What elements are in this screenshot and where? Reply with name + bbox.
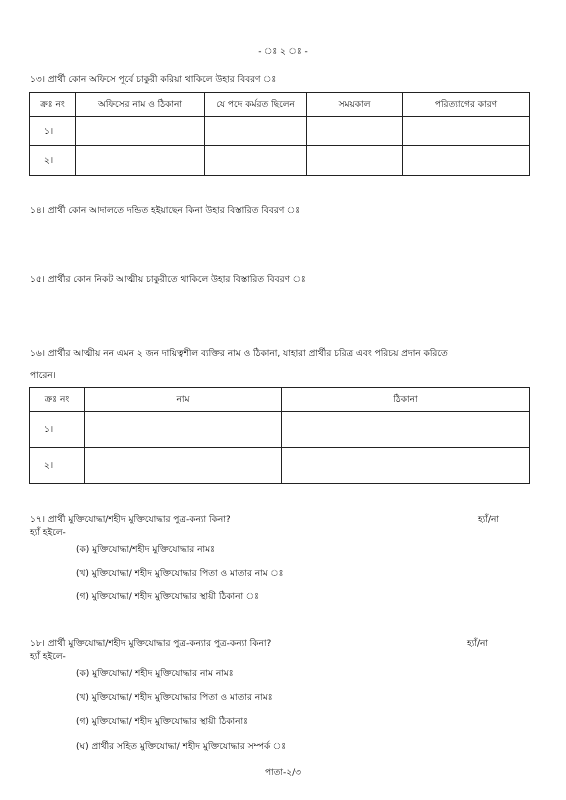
q13-header-duration: সময়কাল <box>307 93 403 117</box>
q13-row-2-duration-cell[interactable] <box>307 146 403 176</box>
q16-row-1-serial: ১। <box>30 412 85 448</box>
q16-header-row <box>30 388 530 412</box>
q13-row-2-serial: ২। <box>30 146 76 176</box>
q16-row-1-name-cell[interactable] <box>85 412 282 448</box>
q17-yes-no[interactable]: হ্যাঁ/না <box>478 515 499 525</box>
q13-row-1-office-cell[interactable] <box>76 117 205 146</box>
q17-item-ka: (ক) মুক্তিযোদ্ধা/শহীদ মুক্তিযোদ্ধার নামঃ <box>76 545 215 555</box>
page-footer <box>0 765 566 780</box>
q15-title: ১৫। প্রার্থীর কোন নিকট আত্মীয় চাকুরীতে থাকিলে উহার বিস্তারিত বিবরণ ঃ <box>30 275 306 285</box>
q17-item-ga: (গ) মুক্তিযোদ্ধা/ শহীদ মুক্তিযোদ্ধার স্থায়ী ঠিকানা ঃ <box>76 592 259 602</box>
q13-header-serial: ক্রঃ নং <box>30 93 76 117</box>
table-row <box>30 412 530 448</box>
q13-row-2-position-cell[interactable] <box>205 146 307 176</box>
q13-header-office: অফিসের নাম ও ঠিকানা <box>76 93 205 117</box>
page-number: পাতা-২/৩ <box>264 768 302 778</box>
q13-header-position: যে পদে কর্মরত ছিলেন <box>205 93 307 117</box>
q13-row-1-position-cell[interactable] <box>205 117 307 146</box>
q16-header-name: নাম <box>85 388 282 412</box>
q13-table <box>29 92 530 176</box>
q17-title: ১৭। প্রার্থী মুক্তিযোদ্ধা/শহীদ মুক্তিযোদ্ধার পুত্র-কন্যা কিনা? <box>30 515 231 525</box>
page-header-text: - ঃ ২ ঃ - <box>258 47 308 57</box>
q13-row-1-duration-cell[interactable] <box>307 117 403 146</box>
q18-item-ga: (গ) মুক্তিযোদ্ধা/ শহীদ মুক্তিযোদ্ধার স্থায়ী ঠিকানাঃ <box>76 717 248 727</box>
q16-row-2-name-cell[interactable] <box>85 448 282 484</box>
q17-if-yes: হ্যাঁ হইলে- <box>30 528 66 538</box>
q16-row-2-serial: ২। <box>30 448 85 484</box>
q14-title: ১৪। প্রার্থী কোন আদালতে দন্ডিত হইয়াছেন কিনা উহার বিস্তারিত বিবরণ ঃ <box>30 206 301 216</box>
q16-title-line1: ১৬। প্রার্থীর আত্মীয় নন এমন ২ জন দায়িত্বশীল ব্যক্তির নাম ও ঠিকানা, যাহারা প্রার্থীর চরিত্র এবং পরিচয় প্রদান করিতে <box>30 349 448 359</box>
q18-item-kha: (খ) মুক্তিযোদ্ধা/ শহীদ মুক্তিযোদ্ধার পিতা ও মাতার নামঃ <box>76 693 273 703</box>
q18-if-yes: হ্যাঁ হইলে- <box>30 652 66 662</box>
q13-row-1-serial: ১। <box>30 117 76 146</box>
q13-title: ১৩। প্রার্থী কোন অফিসে পূর্বে চাকুরী করিয়া থাকিলে উহার বিবরণ ঃ <box>30 75 277 85</box>
q16-header-address: ঠিকানা <box>282 388 530 412</box>
q16-title-line2: পারেন। <box>30 371 56 381</box>
table-row <box>30 448 530 484</box>
q13-row-2-reason-cell[interactable] <box>403 146 530 176</box>
q18-item-gha: (ঘ) প্রার্থীর সহিত মুক্তিযোদ্ধা/ শহীদ মুক্তিযোদ্ধার সম্পর্ক ঃ <box>76 742 287 752</box>
q17-item-kha: (খ) মুক্তিযোদ্ধা/ শহীদ মুক্তিযোদ্ধার পিতা ও মাতার নাম ঃ <box>76 569 284 579</box>
q18-yes-no[interactable]: হ্যাঁ/না <box>467 639 488 649</box>
q13-row-2-office-cell[interactable] <box>76 146 205 176</box>
table-row <box>30 117 530 146</box>
q13-header-reason: পরিত্যাগের কারণ <box>403 93 530 117</box>
q13-row-1-reason-cell[interactable] <box>403 117 530 146</box>
q16-row-2-address-cell[interactable] <box>282 448 530 484</box>
page-header <box>0 44 566 59</box>
q18-title: ১৮। প্রার্থী মুক্তিযোদ্ধা/শহীদ মুক্তিযোদ্ধার পুত্র-কন্যার পুত্র-কন্যা কিনা? <box>30 639 272 649</box>
q16-row-1-address-cell[interactable] <box>282 412 530 448</box>
q13-header-row <box>30 93 530 117</box>
table-row <box>30 146 530 176</box>
q18-item-ka: (ক) মুক্তিযোদ্ধা/ শহীদ মুক্তিযোদ্ধার নাম নামঃ <box>76 669 234 679</box>
q16-table <box>29 387 530 484</box>
q16-header-serial: ক্রঃ নং <box>30 388 85 412</box>
